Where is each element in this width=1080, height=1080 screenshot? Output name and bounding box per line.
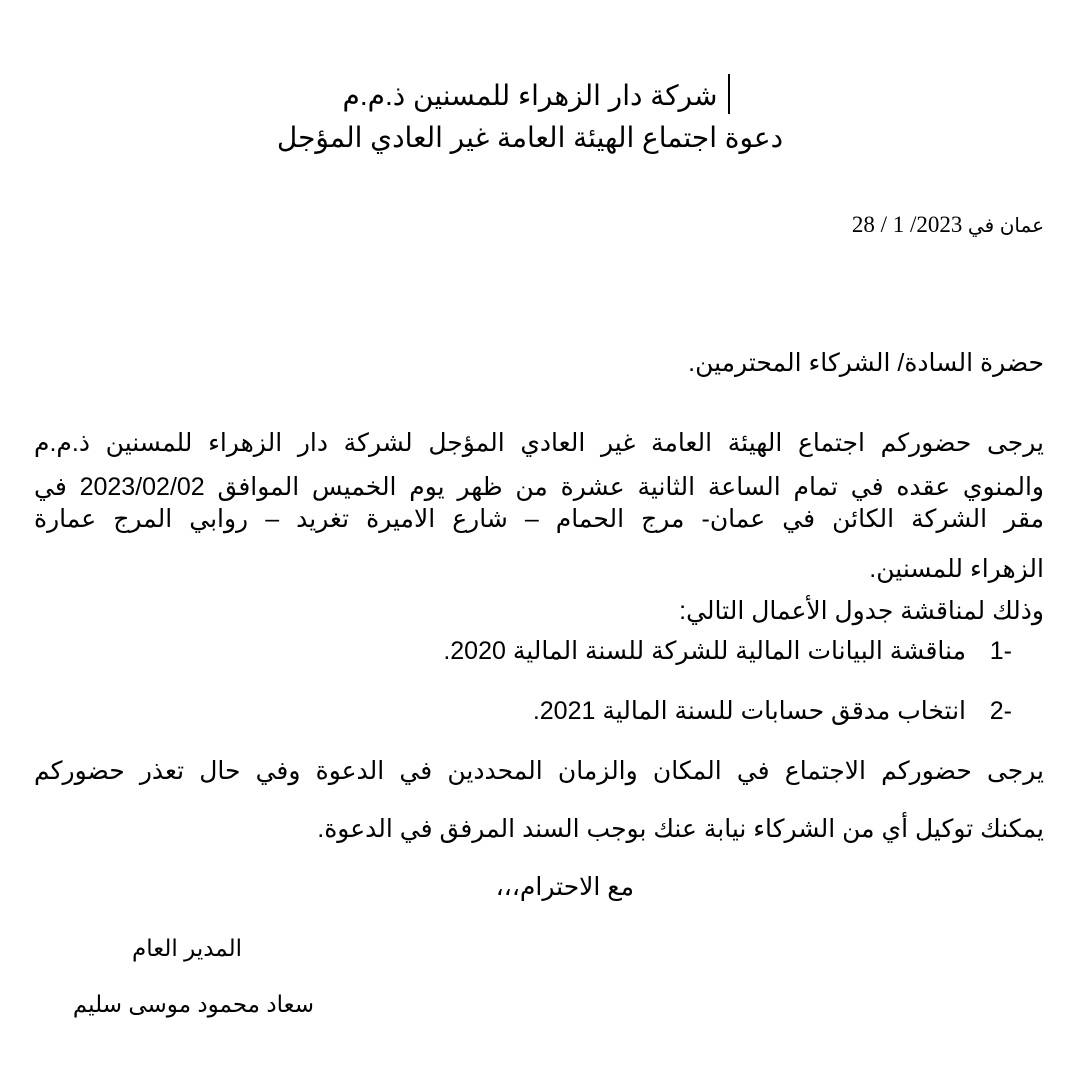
signature-role: المدير العام	[132, 935, 242, 961]
body-line-1: يرجى حضوركم اجتماع الهيئة العامة غير العادي المؤجل لشركة دار الزهراء للمسنين ذ.م.م	[34, 429, 1044, 457]
agenda-item-number: -2	[989, 697, 1012, 725]
signature-name: سعاد محمود موسى سليم	[72, 991, 314, 1017]
body-line-4: الزهراء للمسنين.	[869, 555, 1044, 583]
agenda-item-text: انتخاب مدقق حسابات للسنة المالية 2021.	[532, 697, 966, 725]
closing-line-2: يمكنك توكيل أي من الشركاء نيابة عنك بوجب السند المرفق في الدعوة.	[317, 815, 1044, 843]
regards: مع الاحترام،،،	[495, 873, 634, 901]
body-line-3: مقر الشركة الكائن في عمان- مرج الحمام – شارع الاميرة تغريد – روابي المرج عمارة	[34, 505, 1044, 533]
salutation: حضرة السادة/ الشركاء المحترمين.	[688, 349, 1044, 377]
text-cursor	[728, 74, 730, 114]
agenda-item-2	[533, 694, 1012, 728]
company-name: شركة دار الزهراء للمسنين ذ.م.م	[342, 80, 718, 111]
agenda-item-1	[443, 634, 1012, 668]
document-subject: دعوة اجتماع الهيئة العامة غير العادي المؤجل	[276, 122, 784, 153]
date-prefix: في	[967, 215, 995, 237]
agenda-item-number: -1	[989, 637, 1012, 665]
date-city: عمان	[999, 215, 1044, 237]
agenda-intro: وذلك لمناقشة جدول الأعمال التالي:	[679, 597, 1044, 625]
body-line-2: والمنوي عقده في تمام الساعة الثانية عشرة من ظهر يوم الخميس الموافق 2023/02/02 في	[34, 473, 1045, 501]
date-line	[852, 210, 1044, 241]
date-value: 28 / 1 /2023	[851, 212, 963, 237]
closing-line-1: يرجى حضوركم الاجتماع في المكان والزمان المحددين في الدعوة وفي حال تعذر حضوركم	[34, 757, 1044, 785]
agenda-item-text: مناقشة البيانات المالية للشركة للسنة المالية 2020.	[443, 637, 966, 665]
